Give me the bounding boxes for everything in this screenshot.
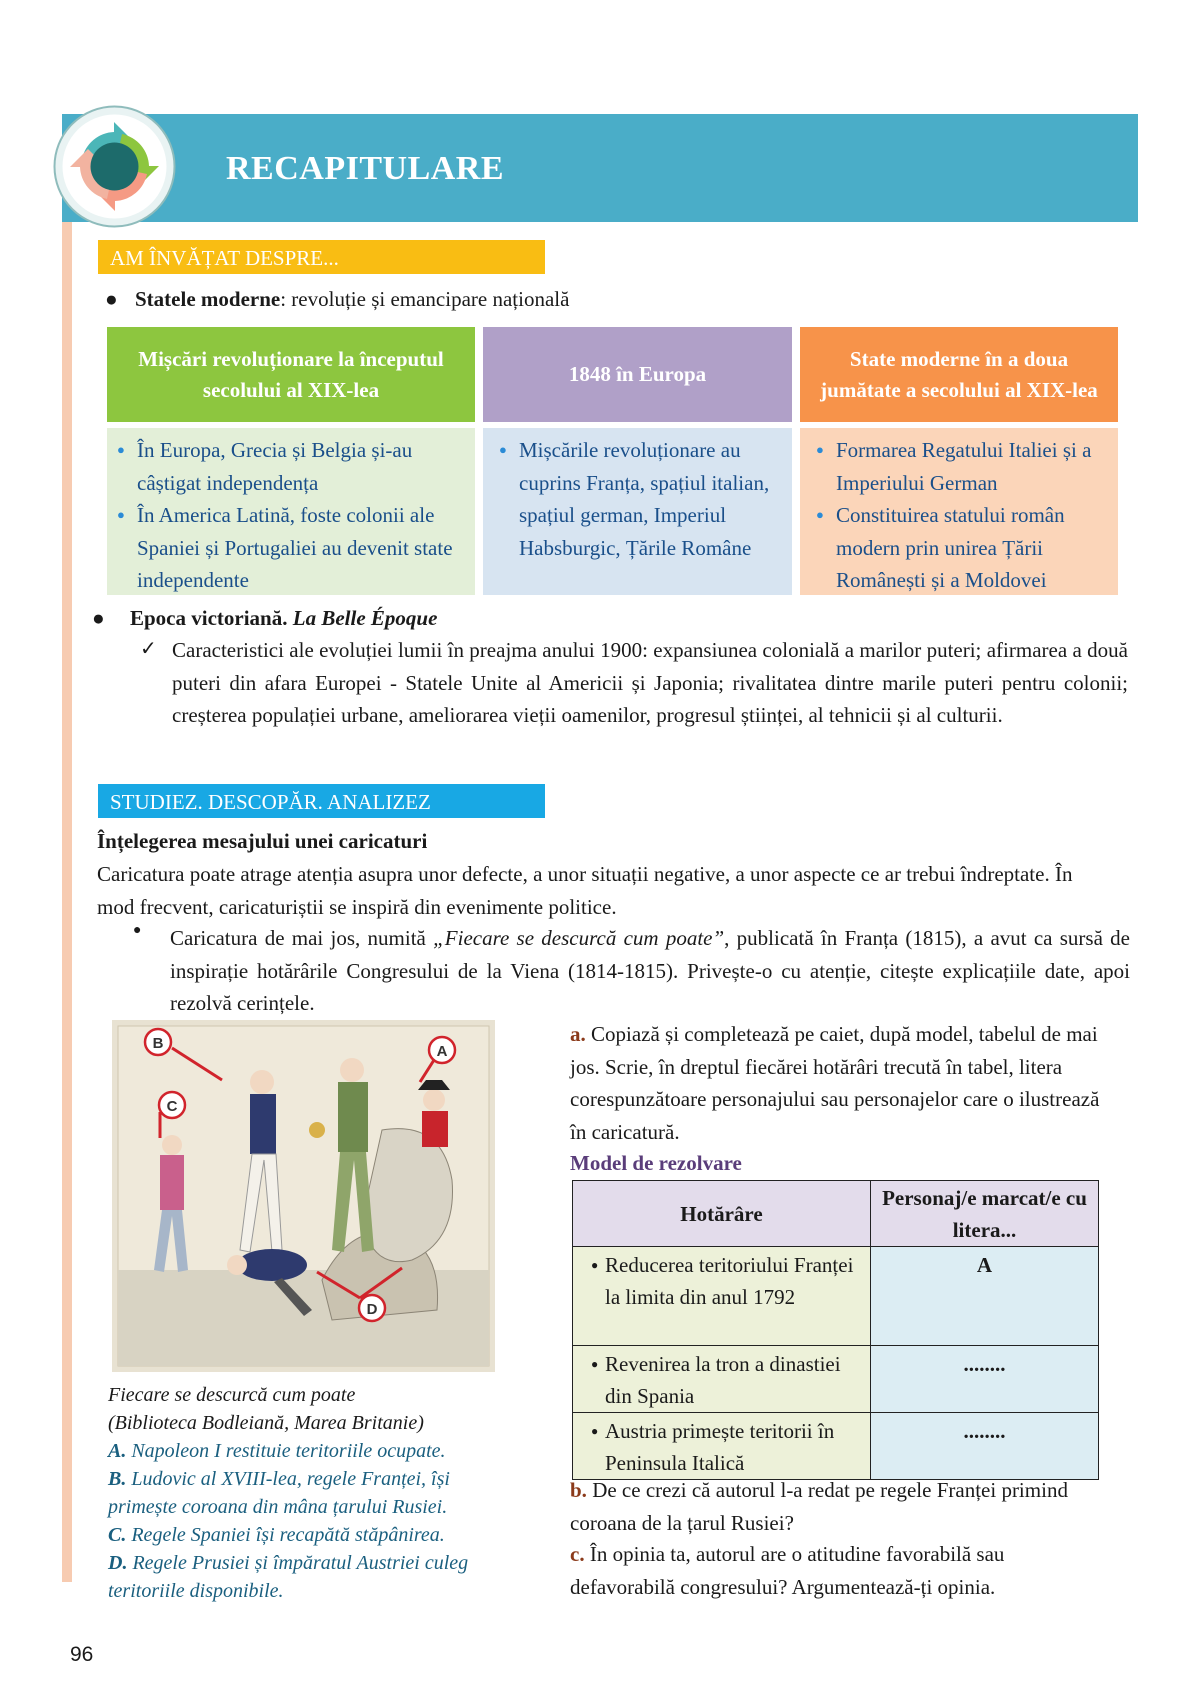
study-intro: Caricatura poate atrage atenția asupra unor defecte, a unor situații negative, a unor aspecte ce ar trebui îndreptate. În mod frecvent, caricaturiștii se inspiră din evenimente politice. — [97, 862, 1073, 919]
column-body-revolutions — [107, 428, 475, 595]
table-cell: ● Reducerea teritoriului Franței la limita din anul 1792 — [577, 1249, 866, 1313]
question-a: a. Copiază și completează pe caiet, după model, tabelul de mai jos. Scrie, în dreptul fiecărei hotărâri trecută în tabel, litera corespunzătoare personajului sau personajelor care o ilustrează în caricatură. — [570, 1022, 1100, 1144]
table-row — [573, 1247, 1099, 1346]
model-table — [572, 1180, 1099, 1480]
table-row — [573, 1346, 1099, 1413]
svg-text:D: D — [366, 1301, 378, 1318]
column-body-modern-states — [800, 428, 1118, 595]
legend-item: A. Napoleon I restituie teritoriile ocupate. — [108, 1440, 446, 1462]
model-label: Model de rezolvare — [570, 1151, 742, 1175]
column-head-1848: 1848 în Europa — [483, 327, 792, 422]
table-header: Hotărâre — [573, 1181, 871, 1247]
question-c: c. În opinia ta, autorul are o atitudine favorabilă sau defavorabilă congresului? Argumentează-ți opinia. — [570, 1542, 1005, 1599]
table-cell: ........ — [871, 1346, 1099, 1413]
legend-item: C. Regele Spaniei își recapătă stăpânirea. — [108, 1524, 445, 1546]
column-head-modern-states: State moderne în a doua jumătate a secolului al XIX-lea — [800, 327, 1118, 422]
column-body-1848 — [483, 428, 792, 595]
epoch-bold: Epoca victoriană. — [130, 606, 288, 630]
caption-title: Fiecare se descurcă cum poate — [108, 1384, 356, 1406]
legend-item: D. Regele Prusiei și împăratul Austriei culeg teritoriile disponibile. — [108, 1552, 469, 1602]
legend-item: B. Ludovic al XVIII-lea, regele Franței, își primește coroana din mâna țarului Rusiei. — [108, 1468, 450, 1518]
topic-line — [105, 287, 569, 312]
topic-rest: : revoluție și emancipare națională — [280, 287, 570, 311]
list-item: ● Formarea Regatului Italiei și a Imperiului German — [814, 434, 1110, 499]
check-icon: ✓ — [140, 638, 157, 660]
epoch-line — [92, 606, 437, 631]
bullet-icon: ● — [133, 923, 142, 938]
column-head-revolutions: Mișcări revoluționare la începutul secolului al XIX-lea — [107, 327, 475, 422]
bullet-icon: ● — [105, 287, 118, 311]
page-title: RECAPITULARE — [226, 150, 505, 187]
study-heading: Înțelegerea mesajului unei caricaturi — [97, 829, 428, 853]
table-cell: ● Austria primește teritorii în Peninsula Italică — [577, 1415, 866, 1479]
topic-bold: Statele moderne — [135, 287, 281, 311]
list-item: ● În America Latină, foste colonii ale Spaniei și Portugaliei au devenit state independente — [115, 499, 467, 597]
epoch-italic: La Belle Époque — [292, 606, 438, 630]
caricature-intro: Caricatura de mai jos, numită „Fiecare se descurcă cum poate”, publicată în Franța (1815), a avut ca sursă de inspirație hotărârile Congresului de la Viena (1814-1815). Privește-o cu atenție, citește explicațiile date, apoi rezolvă cerințele. — [170, 926, 1130, 1015]
table-cell: A — [871, 1247, 1099, 1346]
table-row — [573, 1413, 1099, 1480]
svg-text:A: A — [436, 1043, 448, 1060]
bullet-icon: ● — [92, 606, 105, 630]
caption-source: (Biblioteca Bodleiană, Marea Britanie) — [108, 1412, 424, 1434]
list-item: ● Mișcările revoluționare au cuprins Franța, spațiul italian, spațiul german, Imperiul Habsburgic, Țările Române — [497, 434, 784, 564]
table-cell: ● Revenirea la tron a dinastiei din Spania — [577, 1348, 866, 1412]
svg-text:B: B — [152, 1035, 164, 1052]
svg-text:C: C — [166, 1098, 178, 1115]
image-caption — [108, 1381, 518, 1605]
section-label-learned: AM ÎNVĂȚAT DESPRE... — [98, 240, 545, 274]
page-number: 96 — [70, 1643, 94, 1666]
section-label-study: STUDIEZ. DESCOPĂR. ANALIZEZ — [98, 784, 545, 818]
table-cell: ........ — [871, 1413, 1099, 1480]
epoch-description: Caracteristici ale evoluției lumii în preajma anului 1900: expansiunea colonială a marilor puteri; afirmarea a două puteri din afara Europei - Statele Unite al Americii și Japonia; rivalitatea dintre marile puteri pentru colonii; creșterea populației urbane, ameliorarea vieții oamenilor, progresul științei, al tehnicii și al culturii. — [172, 638, 1128, 727]
side-strip — [62, 114, 72, 1582]
list-item: ● În Europa, Grecia și Belgia și-au câștigat independența — [115, 434, 467, 499]
caricature-image — [112, 1020, 495, 1372]
question-b: b. De ce crezi că autorul l-a redat pe regele Franței primind coroana de la țarul Rusiei? — [570, 1478, 1068, 1535]
list-item: ● Constituirea statului român modern prin unirea Țării Românești și a Moldovei — [814, 499, 1110, 597]
table-header: Personaj/e marcat/e cu litera... — [871, 1181, 1099, 1247]
recap-cycle-icon — [52, 104, 177, 229]
header-banner — [62, 114, 1138, 222]
